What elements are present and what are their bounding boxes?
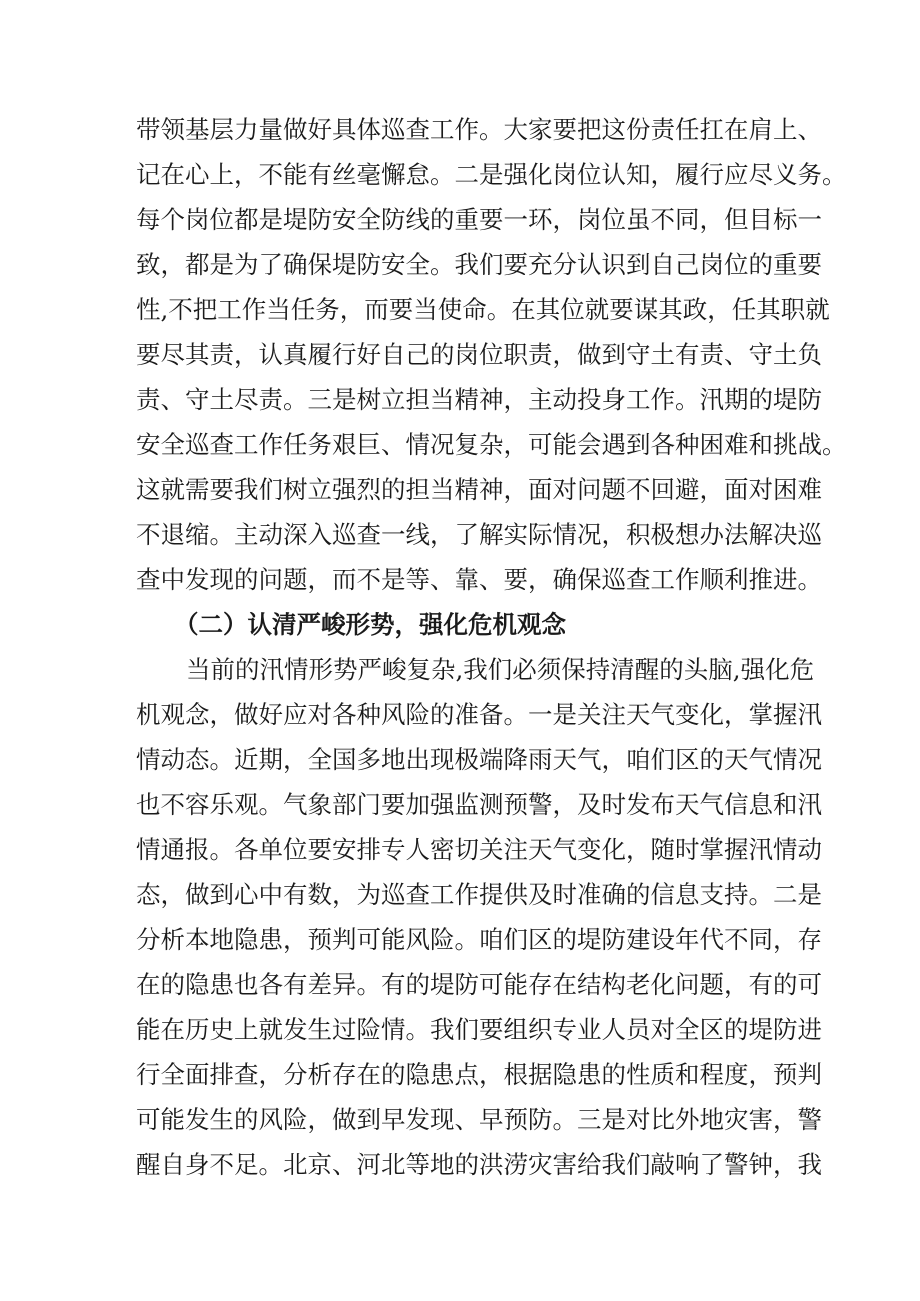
paragraph2-line: 在的隐患也各有差异。有的堤防可能存在结构老化问题，有的可: [136, 970, 822, 999]
paragraph2-line: 当前的汛情形势严峻复杂,我们必须保持清醒的头脑,强化危: [186, 655, 815, 684]
paragraph1-line: 每个岗位都是堤防安全防线的重要一环，岗位虽不同，但目标一: [136, 205, 822, 234]
paragraph1-line: 这就需要我们树立强烈的担当精神，面对问题不回避，面对困难: [136, 475, 822, 504]
paragraph2-line: 分析本地隐患，预判可能风险。咱们区的堤防建设年代不同，存: [136, 925, 822, 954]
paragraph1-line: 带领基层力量做好具体巡查工作。大家要把这份责任扛在肩上、: [136, 115, 822, 144]
paragraph2-line: 机观念，做好应对各种风险的准备。一是关注天气变化，掌握汛: [136, 700, 822, 729]
section-heading: （二）认清严峻形势，强化危机观念: [174, 610, 566, 639]
paragraph1-line: 责、守土尽责。三是树立担当精神，主动投身工作。汛期的堤防: [136, 385, 822, 414]
paragraph1-line: 安全巡查工作任务艰巨、情况复杂，可能会遇到各种困难和挑战。: [136, 430, 847, 459]
paragraph2-line: 也不容乐观。气象部门要加强监测预警，及时发布天气信息和汛: [136, 790, 822, 819]
paragraph2-line: 情动态。近期，全国多地出现极端降雨天气，咱们区的天气情况: [136, 745, 822, 774]
paragraph2-line: 能在历史上就发生过险情。我们要组织专业人员对全区的堤防进: [136, 1015, 822, 1044]
paragraph1-line: 记在心上，不能有丝毫懈怠。二是强化岗位认知，履行应尽义务。: [136, 160, 847, 189]
paragraph1-line: 不退缩。主动深入巡查一线，了解实际情况，积极想办法解决巡: [136, 520, 822, 549]
paragraph2-line: 醒自身不足。北京、河北等地的洪涝灾害给我们敲响了警钟，我: [136, 1150, 822, 1179]
paragraph1-line: 致，都是为了确保堤防安全。我们要充分认识到自己岗位的重要: [136, 250, 822, 279]
paragraph2-line: 可能发生的风险，做到早发现、早预防。三是对比外地灾害，警: [136, 1105, 822, 1134]
paragraph2-line: 行全面排查，分析存在的隐患点，根据隐患的性质和程度，预判: [136, 1060, 822, 1089]
paragraph2-line: 情通报。各单位要安排专人密切关注天气变化，随时掌握汛情动: [136, 835, 822, 864]
paragraph2-line: 态，做到心中有数，为巡查工作提供及时准确的信息支持。二是: [136, 880, 822, 909]
paragraph1-line: 性,不把工作当任务，而要当使命。在其位就要谋其政，任其职就: [136, 295, 830, 324]
paragraph1-line: 要尽其责，认真履行好自己的岗位职责，做到守土有责、守土负: [136, 340, 822, 369]
paragraph1-line: 查中发现的问题，而不是等、靠、要，确保巡查工作顺利推进。: [136, 565, 822, 594]
